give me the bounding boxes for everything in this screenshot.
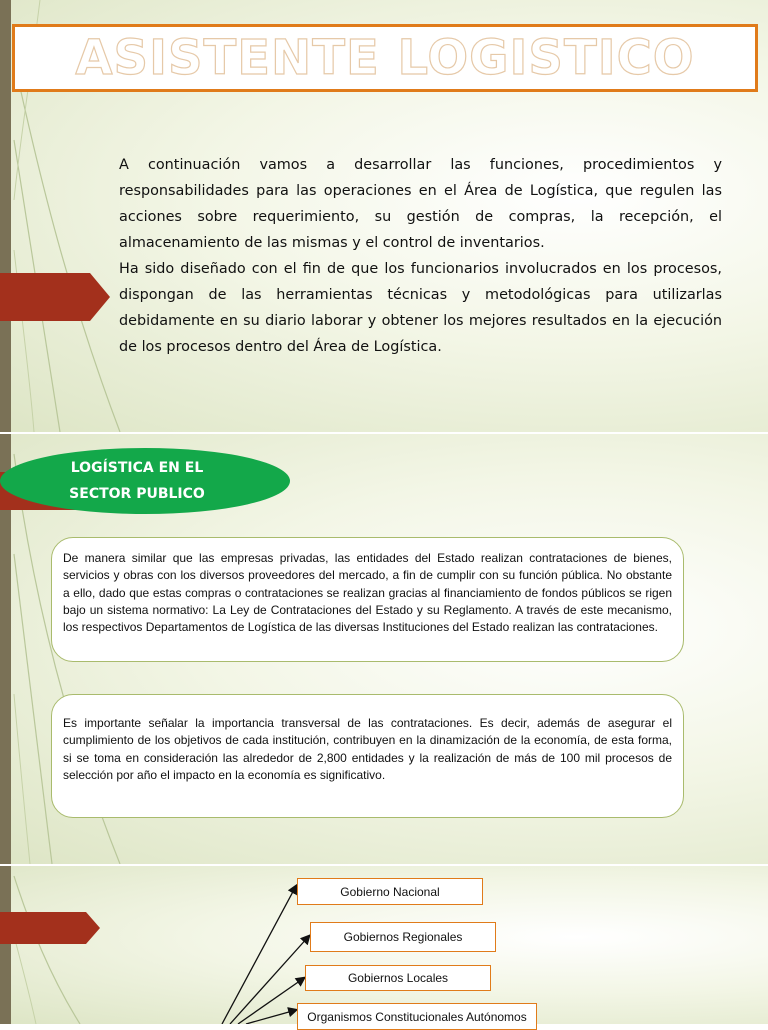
- info-card-2-text: Es importante señalar la importancia transversal de las contrataciones. Es decir, además de asegurar el cumplimiento de los objetivos de cada institución, contribuyen en la dinamización de la economía, de esta forma, si se toma en consideración las alrededor de 2,800 entidades y la realización de más de 100 mil procesos de selección por año el impacto en la economía es significativo.: [63, 716, 672, 782]
- info-card-2: [51, 694, 684, 818]
- red-tab-marker: [0, 273, 110, 321]
- intro-paragraph-2: Ha sido diseñado con el fin de que los funcionarios involucrados en los procesos, dispongan de las herramientas técnicas y metodológicas para utilizarlas debidamente en su diario laborar y obtener los mejores resultados en la ejecución de los procesos dentro del Área de Logística.: [119, 261, 722, 355]
- page-title: ASISTENTE LOGISTICO: [75, 30, 695, 86]
- section-heading-oval: [0, 448, 290, 514]
- section-heading: LOGÍSTICA EN EL SECTOR PUBLICO: [69, 460, 205, 502]
- info-card-1: [51, 537, 684, 662]
- org-item-organismos-autonomos: Organismos Constitucionales Autónomos: [297, 1003, 537, 1030]
- org-item-gobiernos-regionales: Gobiernos Regionales: [310, 922, 496, 952]
- intro-text: [119, 152, 722, 360]
- intro-paragraph-1: A continuación vamos a desarrollar las funciones, procedimientos y responsabilidades para las operaciones en el Área de Logística, que regulen las acciones sobre requerimiento, su gestión de compras, la recepción, el almacenamiento de las mismas y el control de inventarios.: [119, 157, 722, 251]
- info-card-1-text: De manera similar que las empresas privadas, las entidades del Estado realizan contrataciones de bienes, servicios y obras con los diversos proveedores del mercado, a fin de cumplir con su función pública. No obstante a ello, dado que estas compras o contrataciones se realizan gracias al financiamiento de fondos públicos se rigen bajo un sistema normativo: La Ley de Contrataciones del Estado y su Reglamento. A través de este mecanismo, los respectivos Departamentos de Logística de las diversas Instituciones del Estado realizan las contrataciones.: [63, 551, 672, 635]
- org-item-gobiernos-locales: Gobiernos Locales: [305, 965, 491, 991]
- org-item-gobierno-nacional: Gobierno Nacional: [297, 878, 483, 905]
- title-box: [12, 24, 758, 92]
